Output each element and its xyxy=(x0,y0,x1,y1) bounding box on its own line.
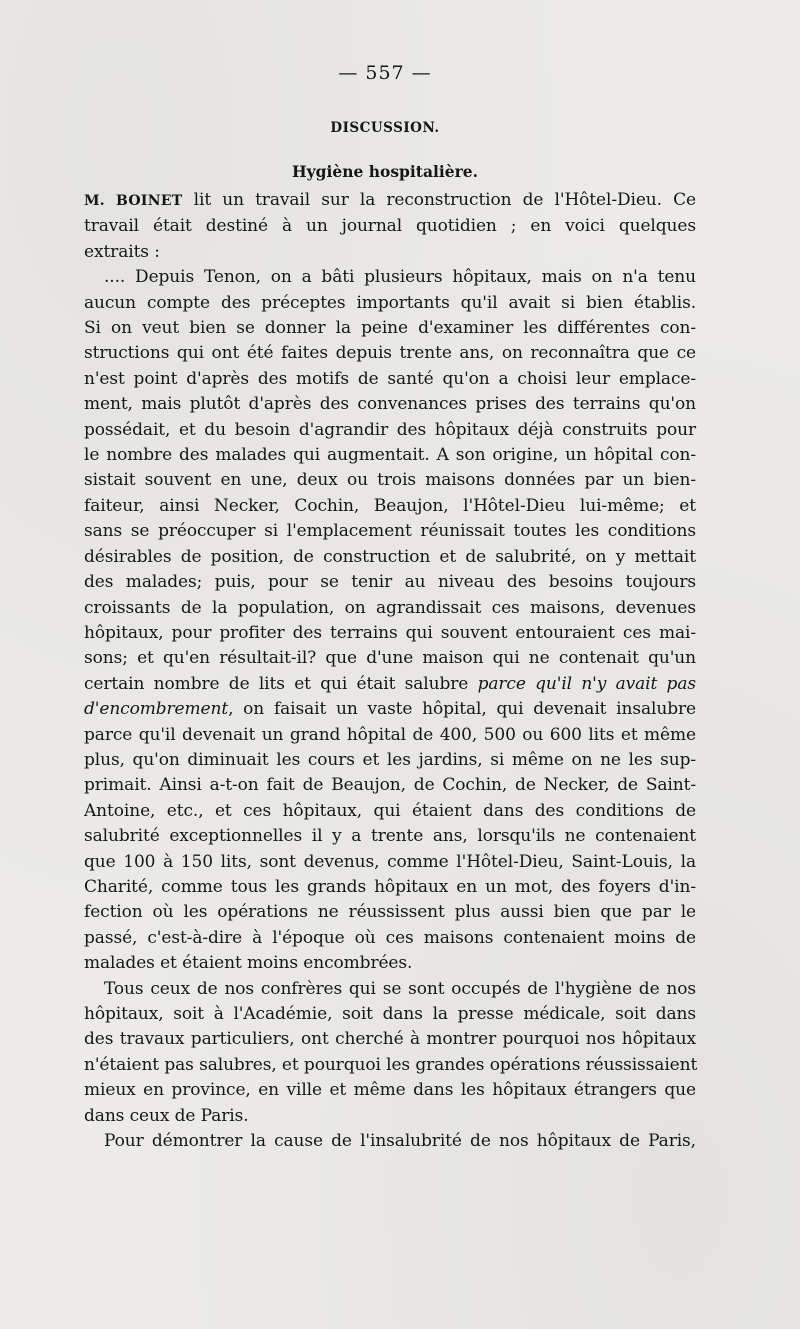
text-line: passé, c'est-à-dire à l'époque où ces maisons contenaient moins de xyxy=(84,927,696,948)
text-line: sans se préoccuper si l'emplacement réunissait toutes les conditions xyxy=(84,521,696,542)
text-line: Antoine, etc., et ces hôpitaux, qui étaient dans des conditions de xyxy=(84,800,696,821)
text-line: salubrité exceptionnelles il y a trente ans, lorsqu'ils ne contenaient xyxy=(84,826,696,847)
text-line: faiteur, ainsi Necker, Cochin, Beaujon, l'Hôtel-Dieu lui-même; et xyxy=(84,495,696,516)
text-line: parce qu'il devenait un grand hôpital de 400, 500 ou 600 lits et même xyxy=(84,724,696,745)
text-line: travail était destiné à un journal quotidien ; en voici quelques xyxy=(84,216,696,237)
text-line: .... Depuis Tenon, on a bâti plusieurs hôpitaux, mais on n'a tenu xyxy=(104,267,696,288)
text-line: aucun compte des préceptes importants qu'il avait si bien établis. xyxy=(84,292,696,313)
text-line: Charité, comme tous les grands hôpitaux en un mot, des foyers d'in- xyxy=(84,876,696,897)
section-title: DISCUSSION. xyxy=(330,120,440,136)
text-line: ment, mais plutôt d'après des convenances prises des terrains qu'on xyxy=(84,394,696,415)
body-text xyxy=(84,188,696,1154)
text-line: hôpitaux, pour profiter des terrains qui souvent entouraient ces mai- xyxy=(84,622,696,643)
text-line: que 100 à 150 lits, sont devenus, comme l'Hôtel-Dieu, Saint-Louis, la xyxy=(84,851,696,872)
page-number: — 557 — xyxy=(338,62,432,84)
text-line: dans ceux de Paris. xyxy=(84,1105,249,1126)
italic-phrase: d'encombrement xyxy=(84,699,229,720)
text-line: le nombre des malades qui augmentait. A son origine, un hôpital con- xyxy=(84,445,696,466)
subsection-title: Hygiène hospitalière. xyxy=(291,162,479,181)
text-line: primait. Ainsi a-t-on fait de Beaujon, de Cochin, de Necker, de Saint- xyxy=(84,775,696,796)
text-line: extraits : xyxy=(84,241,160,262)
text-line: malades et étaient moins encombrées. xyxy=(84,953,413,974)
text-line: Pour démontrer la cause de l'insalubrité de nos hôpitaux de Paris, xyxy=(104,1131,696,1152)
text-line: des malades; puis, pour se tenir au niveau des besoins toujours xyxy=(84,572,696,593)
text-line: plus, qu'on diminuait les cours et les jardins, si même on ne les sup- xyxy=(84,749,696,770)
text-line: désirables de position, de construction et de salubrité, on y mettait xyxy=(84,546,696,567)
text-line: mieux en province, en ville et même dans les hôpitaux étrangers que xyxy=(84,1080,696,1101)
text-line: croissants de la population, on agrandissait ces maisons, devenues xyxy=(84,597,696,618)
text-line: n'étaient pas salubres, et pourquoi les grandes opérations réussissaient xyxy=(84,1054,698,1075)
text-line: d'encombrement, on faisait un vaste hôpital, qui devenait insalubre xyxy=(84,699,696,720)
text-line: fection où les opérations ne réussissent plus aussi bien que par le xyxy=(84,902,696,923)
text-line: Si on veut bien se donner la peine d'examiner les différentes con- xyxy=(84,318,696,339)
text-line: Tous ceux de nos confrères qui se sont occupés de l'hygiène de nos xyxy=(104,978,696,999)
italic-phrase: parce qu'il n'y avait pas xyxy=(477,673,696,694)
text-line: des travaux particuliers, ont cherché à montrer pourquoi nos hôpitaux xyxy=(84,1029,696,1050)
text-line: certain nombre de lits et qui était salubre parce qu'il n'y avait pas xyxy=(84,673,696,694)
speaker-name: M. BOINET xyxy=(84,193,183,209)
text-line: sons; et qu'en résultait-il? que d'une maison qui ne contenait qu'un xyxy=(84,648,696,669)
text-line: n'est point d'après des motifs de santé qu'on a choisi leur emplace- xyxy=(84,368,696,389)
text-line: sistait souvent en une, deux ou trois maisons données par un bien- xyxy=(84,470,696,491)
text-line: M. BOINET lit un travail sur la reconstruction de l'Hôtel-Dieu. Ce xyxy=(84,190,696,210)
text-line: possédait, et du besoin d'agrandir des hôpitaux déjà construits pour xyxy=(84,419,696,440)
text-line: structions qui ont été faites depuis trente ans, on reconnaîtra que ce xyxy=(84,343,696,364)
text-line: hôpitaux, soit à l'Académie, soit dans la presse médicale, soit dans xyxy=(84,1004,696,1024)
